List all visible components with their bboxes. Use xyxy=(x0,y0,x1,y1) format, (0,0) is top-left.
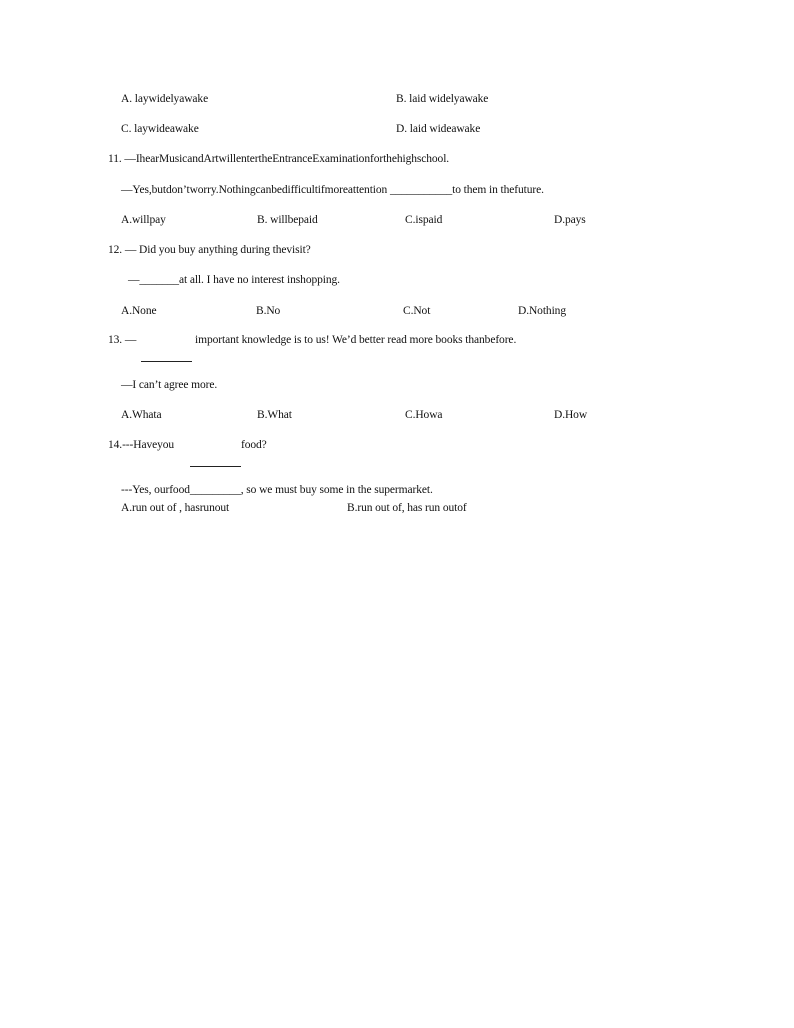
q14-option-b: B.run out of, has run outof xyxy=(347,502,467,514)
q12-option-a: A.None xyxy=(121,305,157,317)
q11-option-c: C.ispaid xyxy=(405,214,443,226)
q13-stem: important knowledge is to us! We’d better read more books thanbefore. xyxy=(195,334,517,346)
q13-response: —I can’t agree more. xyxy=(121,379,218,391)
q11-response: —Yes,butdon’tworry.Nothingcanbedifficultifmoreattention ___________to them in thefuture. xyxy=(121,184,544,196)
q14-response: ---Yes, ourfood_________, so we must buy some in the supermarket. xyxy=(121,484,433,496)
q11-option-a: A.willpay xyxy=(121,214,166,226)
q12-option-c: C.Not xyxy=(403,305,431,317)
q14-answer-blank xyxy=(190,466,241,467)
q11-option-d: D.pays xyxy=(554,214,586,226)
q10-option-d: D. laid wideawake xyxy=(396,123,481,135)
q14-stem-start: 14.---Haveyou xyxy=(108,439,175,451)
q11-option-b: B. willbepaid xyxy=(257,214,318,226)
q12-option-b: B.No xyxy=(256,305,281,317)
q13-number: 13. — xyxy=(108,334,137,346)
q13-option-a: A.Whata xyxy=(121,409,162,421)
q12-stem: 12. — Did you buy anything during thevisit? xyxy=(108,244,311,256)
q13-option-d: D.How xyxy=(554,409,588,421)
q10-option-b: B. laid widelyawake xyxy=(396,93,489,105)
q12-option-d: D.Nothing xyxy=(518,305,566,317)
q12-response: —_______at all. I have no interest inshopping. xyxy=(128,274,340,286)
q10-option-c: C. laywideawake xyxy=(121,123,199,135)
q14-option-a: A.run out of , hasrunout xyxy=(121,502,230,514)
q13-option-b: B.What xyxy=(257,409,292,421)
q13-answer-blank xyxy=(141,361,192,362)
q10-option-a: A. laywidelyawake xyxy=(121,93,209,105)
q11-stem: 11. —IhearMusicandArtwillentertheEntranceExaminationforthehighschool. xyxy=(108,153,450,165)
q14-stem-end: food? xyxy=(241,439,267,451)
q13-option-c: C.Howa xyxy=(405,409,443,421)
